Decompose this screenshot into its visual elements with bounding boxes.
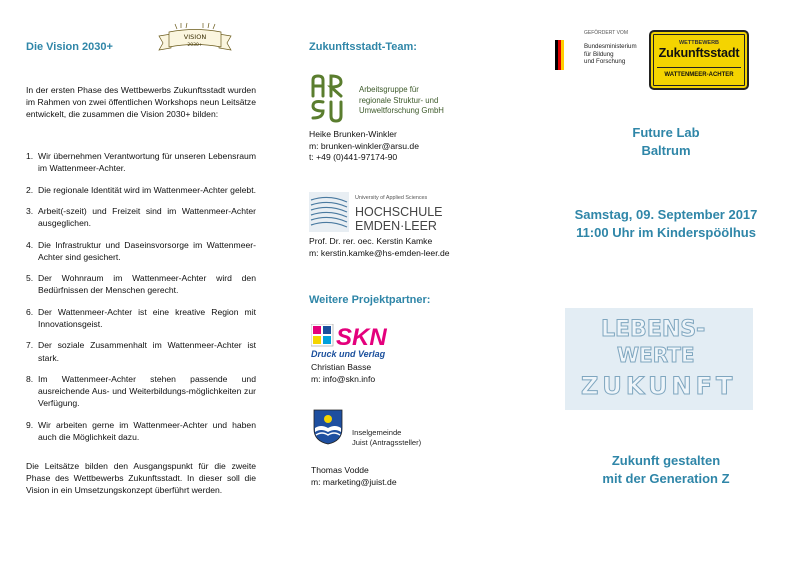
goal-text: Wir arbeiten gerne im Wattenmeer-Achter und haben auch die Möglichkeit dazu. bbox=[38, 419, 256, 442]
goal-number: 2. bbox=[26, 184, 34, 195]
goal-text: Die regionale Identität wird im Wattenmeer-Achter gelebt. bbox=[38, 184, 256, 195]
future-lab-title bbox=[532, 124, 800, 160]
juist-org-name bbox=[352, 428, 421, 448]
arsu-org-line: Umweltforschung GmbH bbox=[359, 106, 444, 115]
contact-email[interactable]: m: marketing@juist.de bbox=[311, 476, 397, 487]
event-panel bbox=[532, 0, 800, 565]
juist-org-line: Inselgemeinde bbox=[352, 428, 402, 437]
federal-eagle-icon bbox=[555, 40, 565, 70]
zukunftsstadt-sign-logo bbox=[649, 30, 749, 90]
contact-name: Heike Brunken-Winkler bbox=[309, 129, 397, 139]
vision-goal bbox=[26, 339, 256, 363]
goal-text: Wir übernehmen Verantwortung für unseren Lebensraum im Wattenmeer-Achter. bbox=[38, 151, 256, 174]
contact-email[interactable]: m: kerstin.kamke@hs-emden-leer.de bbox=[309, 247, 450, 258]
vision-panel bbox=[0, 0, 270, 565]
sketch-line3: ZUKUNFT bbox=[581, 372, 737, 400]
hochschule-contact bbox=[309, 236, 450, 259]
contact-phone[interactable]: t: +49 (0)441-97174-90 bbox=[309, 152, 398, 162]
slogan bbox=[532, 452, 800, 488]
contact-name: Prof. Dr. rer. oec. Kerstin Kamke bbox=[309, 236, 433, 246]
hs-name-line1: HOCHSCHULE bbox=[355, 205, 443, 219]
goal-text: Der Wohnraum im Wattenmeer-Achter wird den Bedürfnissen der Menschen gerecht. bbox=[38, 273, 256, 296]
goal-number: 1. bbox=[26, 151, 34, 161]
goal-text: Arbeit(-szeit) und Freizeit sind im Wattenmeer-Achter ausgeglichen. bbox=[38, 205, 256, 229]
ministry-line: Bundesministerium bbox=[584, 43, 637, 50]
lab-line: Baltrum bbox=[641, 143, 691, 158]
goal-text: Der Wattenmeer-Achter ist eine kreative Region mit Innovationsgeist. bbox=[38, 306, 256, 329]
hs-name-line2: EMDEN·LEER bbox=[355, 219, 437, 233]
slogan-line: mit der Generation Z bbox=[602, 471, 730, 486]
goal-number: 7. bbox=[26, 340, 34, 351]
goal-number: 4. bbox=[26, 239, 34, 250]
sign-divider bbox=[657, 67, 741, 68]
goal-text: Im Wattenmeer-Achter stehen passende und ausreichende Aus- und Weiterbildungs-möglichkeiten zur Verfügung. bbox=[38, 373, 256, 409]
vision-title: Die Vision 2030+ bbox=[26, 41, 113, 53]
lab-line: Future Lab bbox=[632, 125, 700, 140]
vision-goals-list bbox=[26, 150, 256, 452]
arsu-org-line: regionale Struktur- und bbox=[359, 95, 439, 105]
hs-tagline: University of Applied Sciences bbox=[355, 195, 428, 201]
team-panel bbox=[270, 0, 532, 565]
arsu-logo bbox=[309, 74, 349, 124]
slogan-line: Zukunft gestalten bbox=[611, 453, 721, 468]
event-date-time bbox=[532, 206, 800, 242]
juist-contact bbox=[311, 465, 397, 488]
vision-goal bbox=[26, 272, 256, 296]
sign-bottom: WATTENMEER-ACHTER bbox=[664, 72, 734, 78]
event-time-place: 11:00 Uhr im Kinderspöölhus bbox=[576, 225, 756, 240]
sketch-line1: LEBENS- bbox=[601, 317, 706, 342]
goal-text: Der soziale Zusammenhalt im Wattenmeer-Achter ist stark. bbox=[38, 340, 256, 363]
stamp-line1: VISION bbox=[183, 33, 207, 41]
sign-main: Zukunftsstadt bbox=[658, 46, 740, 60]
sketch-line2: WERTE bbox=[617, 343, 695, 367]
arsu-contact bbox=[309, 129, 419, 164]
skn-wordmark: SKN bbox=[336, 324, 387, 351]
vision-goal bbox=[26, 184, 256, 196]
skn-logo bbox=[311, 324, 411, 360]
vision-goal bbox=[26, 306, 256, 330]
event-date: Samstag, 09. September 2017 bbox=[574, 207, 758, 222]
vision-goal bbox=[26, 239, 256, 263]
goal-number: 8. bbox=[26, 373, 34, 384]
vision-stamp-logo bbox=[155, 22, 235, 56]
goal-number: 6. bbox=[26, 306, 34, 317]
goal-number: 9. bbox=[26, 419, 34, 430]
lebenswerte-zukunft-sketch bbox=[565, 308, 753, 410]
vision-outro: Die Leitsätze bilden den Ausgangspunkt für die zweite Phase des Wettbewerbs Zukunftsstadt. In dieser soll die Vision in ein Umsetzungskonzept überführt werden. bbox=[26, 461, 256, 496]
skn-subtitle: Druck und Verlag bbox=[311, 349, 386, 359]
sign-top: WETTBEWERB bbox=[678, 40, 720, 46]
ministry-name bbox=[584, 43, 637, 66]
partners-title: Weitere Projektpartner: bbox=[309, 294, 431, 306]
goal-number: 3. bbox=[26, 205, 34, 216]
skn-contact bbox=[311, 362, 375, 385]
vision-goal bbox=[26, 205, 256, 229]
vision-goal bbox=[26, 150, 256, 174]
ministry-line: und Forschung bbox=[584, 58, 626, 65]
team-title: Zukunftsstadt-Team: bbox=[309, 41, 417, 53]
contact-name: Christian Basse bbox=[311, 362, 372, 372]
contact-name: Thomas Vodde bbox=[311, 465, 369, 475]
ministry-label: GEFÖRDERT VOM bbox=[584, 30, 628, 36]
goal-text: Die Infrastruktur und Daseinsvorsorge im Wattenmeer-Achter sind gesichert. bbox=[38, 239, 256, 262]
contact-email[interactable]: m: brunken-winkler@arsu.de bbox=[309, 140, 419, 151]
juist-org-line: Juist (Antragssteller) bbox=[352, 438, 422, 447]
juist-crest-icon bbox=[313, 409, 343, 445]
arsu-org-line: Arbeitsgruppe für bbox=[359, 85, 419, 94]
vision-intro: In der ersten Phase des Wettbewerbs Zukunftsstadt wurden im Rahmen von zwei öffentlichen Workshops neun Leitsätze entwickelt, die zusammen die Vision 2030+ bilden: bbox=[26, 85, 256, 120]
ministry-line: für Bildung bbox=[584, 50, 614, 58]
stamp-line2: 2030+ bbox=[187, 43, 203, 48]
vision-goal bbox=[26, 419, 256, 443]
goal-number: 5. bbox=[26, 273, 34, 284]
arsu-org-name bbox=[359, 85, 529, 117]
vision-goal bbox=[26, 373, 256, 410]
contact-email[interactable]: m: info@skn.info bbox=[311, 373, 376, 384]
hochschule-logo bbox=[309, 190, 499, 235]
